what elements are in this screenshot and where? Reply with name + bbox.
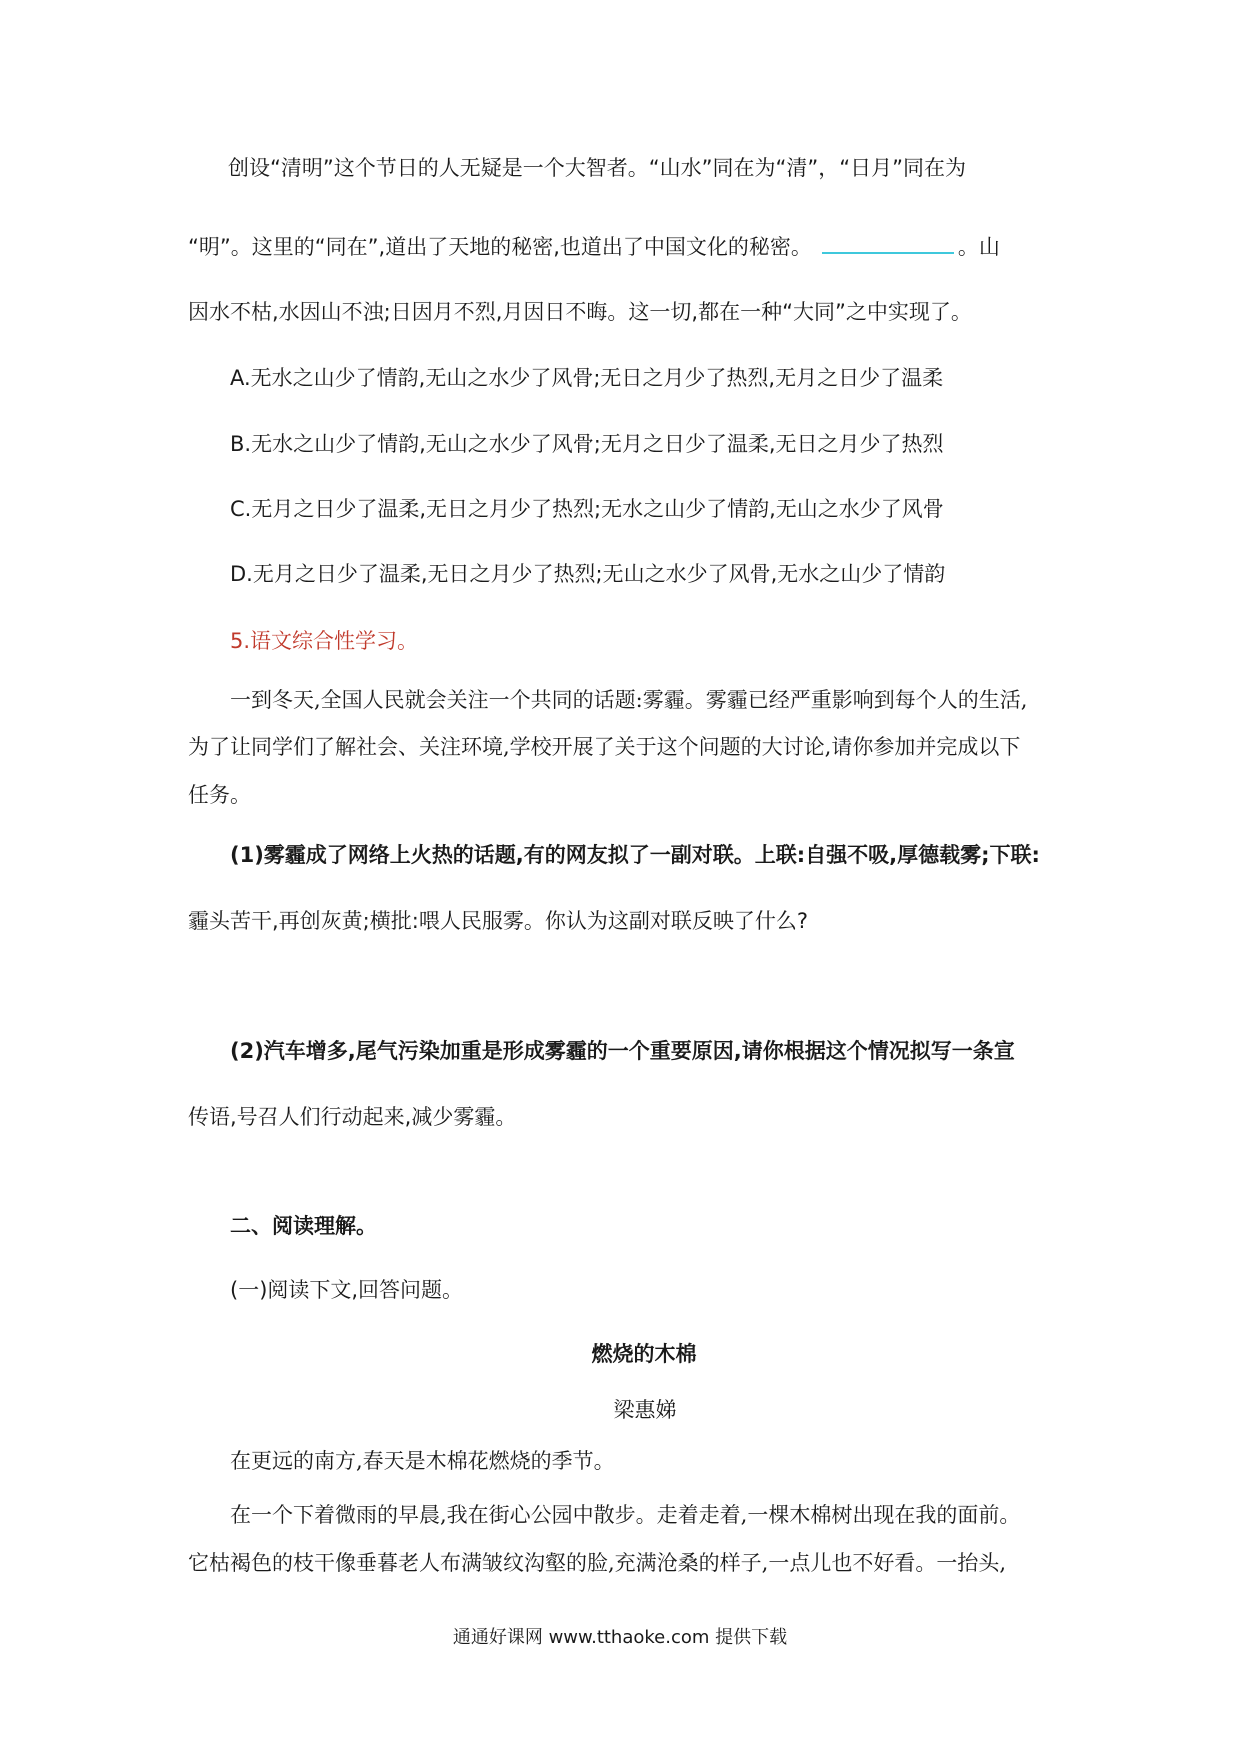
q5-intro-1: 一到冬天,全国人民就会关注一个共同的话题:雾霾。雾霾已经严重影响到每个人的生活, <box>230 688 1028 712</box>
section-heading: 二、阅读理解。 <box>230 1214 377 1238</box>
article-title: 燃烧的木棉 <box>591 1342 697 1366</box>
reading-instruction: (一)阅读下文,回答问题。 <box>230 1278 464 1302</box>
option-b: B.无水之山少了情韵,无山之水少了风骨;无月之日少了温柔,无日之月少了热烈 <box>230 432 944 456</box>
q5-intro-3: 任务。 <box>188 783 251 807</box>
q4-line-2 <box>188 230 1000 262</box>
q4-line-3: 因水不枯,水因山不浊;日因月不烈,月因日不晦。这一切,都在一种“大同”之中实现了。 <box>188 300 972 324</box>
option-c: C.无月之日少了温柔,无日之月少了热烈;无水之山少了情韵,无山之水少了风骨 <box>230 497 944 521</box>
q4-line-2-end: 。山 <box>957 235 1000 259</box>
q5-intro-2: 为了让同学们了解社会、关注环境,学校开展了关于这个问题的大讨论,请你参加并完成以下 <box>188 735 1021 759</box>
q5-sub2-line-1: (2)汽车增多,尾气污染加重是形成雾霾的一个重要原因,请你根据这个情况拟写一条宣 <box>230 1039 1015 1063</box>
article-paragraph-1: 在更远的南方,春天是木棉花燃烧的季节。 <box>230 1449 615 1473</box>
q4-line-1: 创设“清明”这个节日的人无疑是一个大智者。“山水”同在为“清”，“日月”同在为 <box>228 156 967 180</box>
option-a: A.无水之山少了情韵,无山之水少了风骨;无日之月少了热烈,无月之日少了温柔 <box>230 366 944 390</box>
article-author: 梁惠娣 <box>613 1398 677 1422</box>
article-paragraph-2: 在一个下着微雨的早晨,我在街心公园中散步。走着走着,一棵木棉树出现在我的面前。 <box>230 1503 1021 1527</box>
option-d: D.无月之日少了温柔,无日之月少了热烈;无山之水少了风骨,无水之山少了情韵 <box>230 562 946 586</box>
page-footer: 通通好课网 www.tthaoke.com 提供下载 <box>452 1627 788 1648</box>
answer-blank[interactable] <box>822 230 954 254</box>
q5-sub1-line-2: 霾头苦干,再创灰黄;横批:喂人民服雾。你认为这副对联反映了什么? <box>188 909 808 933</box>
q5-sub1-line-1: (1)雾霾成了网络上火热的话题,有的网友拟了一副对联。上联:自强不吸,厚德载雾;下联: <box>230 843 1040 867</box>
q4-line-2-text: “明”。这里的“同在”,道出了天地的秘密,也道出了中国文化的秘密。 <box>188 235 812 259</box>
q5-sub2-line-2: 传语,号召人们行动起来,减少雾霾。 <box>188 1105 517 1129</box>
q5-title: 5.语文综合性学习。 <box>230 629 419 653</box>
article-paragraph-3: 它枯褐色的枝干像垂暮老人布满皱纹沟壑的脸,充满沧桑的样子,一点儿也不好看。一抬头, <box>188 1551 1007 1575</box>
